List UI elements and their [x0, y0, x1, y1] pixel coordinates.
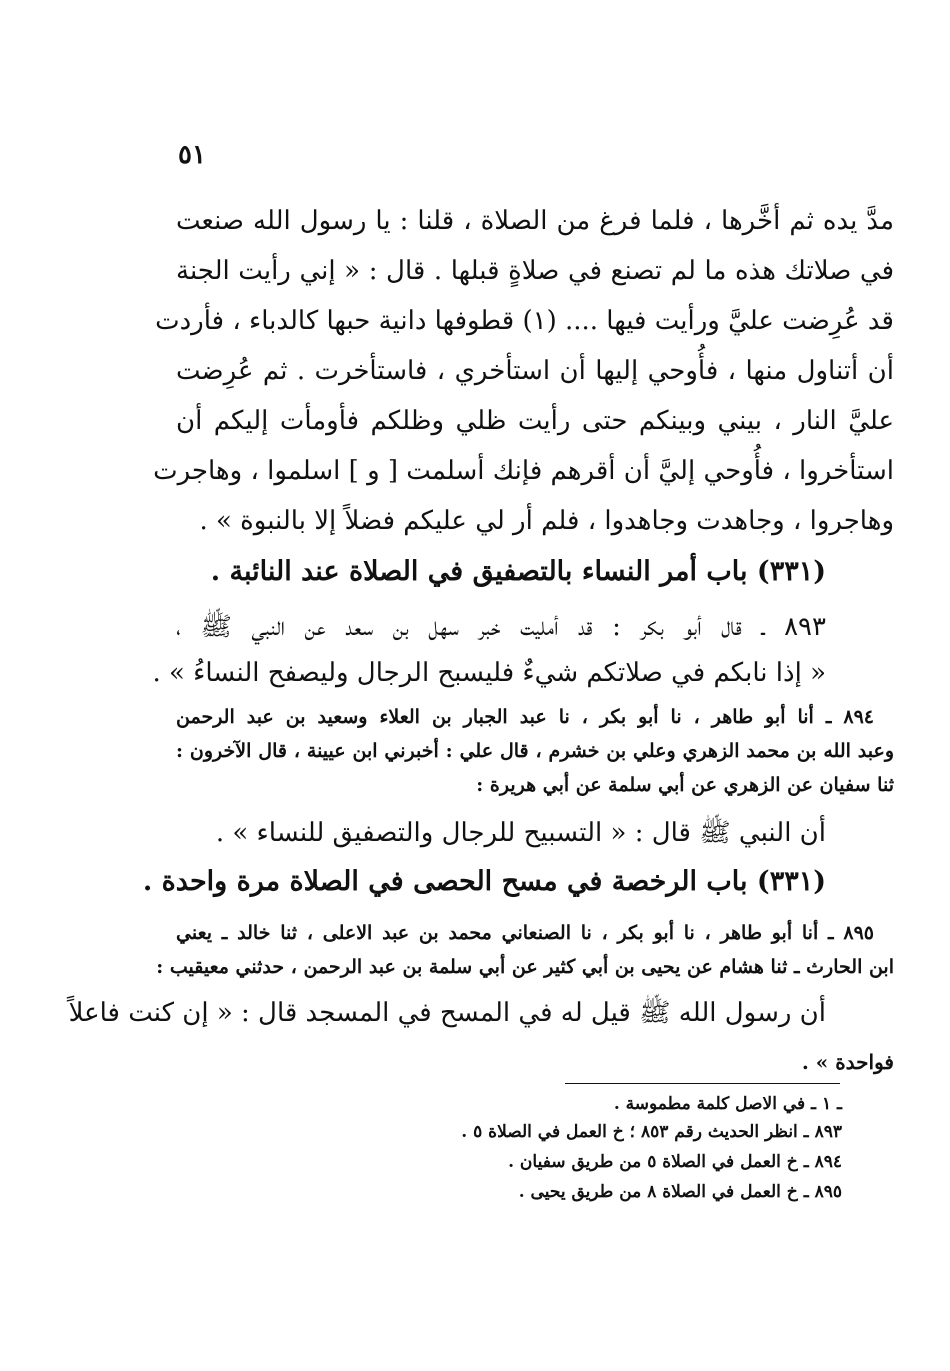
isnad-895-line: ٨٩٥ ـ أنا أبو طاهر ، نا أبو بكر ، نا الصنعاني محمد بن عبد الاعلى ، ثنا خالد ـ يعني [176, 922, 874, 944]
footnote-line: ٨٩٥ ـ خ العمل في الصلاة ٨ من طريق يحيى . [518, 1182, 842, 1202]
hadith-893-line: « إذا نابكم في صلاتكم شيءٌ فليسبح الرجال وليصفح النساءُ » . [152, 658, 826, 688]
hadith-893-line: ٨٩٣ ـ قال أبو بكر : قد أمليت خبر سهل بن سعد عن النبي ﷺ ، [176, 612, 826, 642]
paragraph-line: عليَّ النار ، بيني وبينكم حتى رأيت ظلي وظلكم فأومأت إليكم أن [176, 406, 894, 436]
isnad-894-line: وعبد الله بن محمد الزهري وعلي بن خشرم ، قال علي : أخبرني ابن عيينة ، قال الآخرون : [176, 740, 894, 762]
paragraph-line: مدَّ يده ثم أخَّرها ، فلما فرغ من الصلاة ، قلنا : يا رسول الله صنعت [176, 206, 894, 236]
isnad-894-line: ٨٩٤ ـ أنا أبو طاهر ، نا أبو بكر ، نا عبد الجبار بن العلاء وسعيد بن عبد الرحمن [176, 706, 874, 728]
paragraph-line: وهاجروا ، وجاهدت وجاهدوا ، فلم أر لي عليكم فضلاً إلا بالنبوة » . [199, 506, 894, 536]
paragraph-line: أن أتناول منها ، فأُوحي إليها أن استأخري ، فاستأخرت . ثم عُرِضت [176, 356, 894, 386]
footnote-line: ٨٩٣ ـ انظر الحديث رقم ٨٥٣ ؛ خ العمل في الصلاة ٥ . [461, 1122, 842, 1142]
paragraph-line: قد عُرِضت عليَّ ورأيت فيها .... (١) قطوفها دانية حبها كالدباء ، فأردت [155, 306, 894, 336]
page-number: ٥١ [178, 140, 206, 170]
paragraph-line: في صلاتك هذه ما لم تصنع في صلاةٍ قبلها . قال : « إني رأيت الجنة [176, 256, 894, 286]
isnad-894-line: ثنا سفيان عن الزهري عن أبي سلمة عن أبي هريرة : [476, 774, 894, 796]
hadith-895-line: فواحدة » . [801, 1050, 894, 1074]
isnad-895-line: ابن الحارث ـ ثنا هشام عن يحيى بن أبي كثير عن أبي سلمة بن عبد الرحمن ، حدثني معيقيب : [156, 956, 894, 978]
chapter-heading: (٣٣١) باب أمر النساء بالتصفيق في الصلاة عند النائبة . [210, 556, 826, 587]
paragraph-line: استأخروا ، فأُوحي إليَّ أن أقرهم فإنك أسلمت [ و ] اسلموا ، وهاجرت [153, 456, 894, 486]
chapter-heading: (٣٣١) باب الرخصة في مسح الحصى في الصلاة مرة واحدة . [142, 866, 826, 897]
footnote-separator [565, 1083, 840, 1084]
footnote-line: ٨٩٤ ـ خ العمل في الصلاة ٥ من طريق سفيان . [508, 1152, 842, 1172]
hadith-894-text: أن النبي ﷺ قال : « التسبيح للرجال والتصفيق للنساء » . [215, 818, 826, 848]
hadith-895-line: أن رسول الله ﷺ قيل له في المسح في المسجد قال : « إن كنت فاعلاً [68, 998, 826, 1028]
footnote-line: ـ ١ ـ في الاصل كلمة مطموسة . [613, 1094, 842, 1114]
